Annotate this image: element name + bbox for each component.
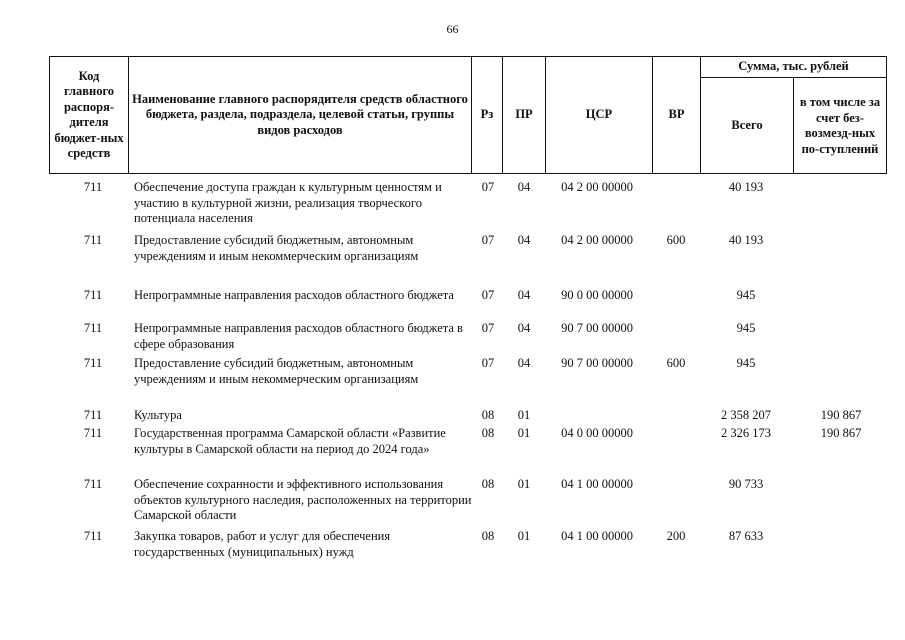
cell-name: Непрограммные направления расходов областного бюджета: [134, 288, 454, 302]
cell-rz: 07: [481, 180, 495, 194]
cell-rz: 08: [481, 408, 495, 422]
cell-csr: 04 0 00 00000: [561, 426, 633, 440]
cell-name: Предоставление субсидий бюджетным, автономным учреждениям и иным некоммерческим организациям: [134, 356, 419, 386]
cell-vr: 200: [666, 529, 686, 543]
cell-pr: 04: [517, 180, 531, 194]
header-divider: [128, 56, 129, 174]
cell-pr: 01: [517, 408, 531, 422]
cell-pr: 01: [517, 529, 531, 543]
cell-total: 40 193: [728, 180, 764, 194]
cell-code: 711: [83, 180, 103, 194]
cell-name: Непрограммные направления расходов областного бюджета в сфере образования: [134, 321, 463, 351]
cell-pr: 04: [517, 321, 531, 335]
cell-code: 711: [83, 426, 103, 440]
cell-rz: 08: [481, 529, 495, 543]
cell-incl: 190 867: [820, 408, 862, 422]
cell-csr: 04 2 00 00000: [561, 180, 633, 194]
cell-pr: 04: [517, 288, 531, 302]
cell-rz: 07: [481, 321, 495, 335]
cell-total: 87 633: [728, 529, 764, 543]
cell-name: Обеспечение сохранности и эффективного использования объектов культурного наследия, расположенных на территории Самарской области: [134, 477, 472, 522]
cell-csr: 90 7 00 00000: [561, 321, 633, 335]
cell-total: 2 326 173: [721, 426, 771, 440]
cell-rz: 08: [481, 477, 495, 491]
cell-pr: 01: [517, 477, 531, 491]
cell-name: Предоставление субсидий бюджетным, автономным учреждениям и иным некоммерческим организациям: [134, 233, 419, 263]
cell-rz: 07: [481, 233, 495, 247]
header-rz: Рз: [480, 107, 494, 122]
header-sum: Сумма, тыс. рублей: [738, 58, 849, 73]
cell-code: 711: [83, 356, 103, 370]
cell-rz: 07: [481, 288, 495, 302]
header-divider: [49, 56, 50, 174]
cell-total: 90 733: [728, 477, 764, 491]
cell-csr: 04 2 00 00000: [561, 233, 633, 247]
page-number: 66: [446, 22, 459, 36]
cell-total: 945: [736, 321, 756, 335]
cell-total: 2 358 207: [721, 408, 771, 422]
header-divider: [886, 56, 887, 174]
cell-code: 711: [83, 477, 103, 491]
cell-vr: 600: [666, 233, 686, 247]
header-total: Всего: [731, 118, 763, 133]
cell-total: 945: [736, 288, 756, 302]
header-incl: в том числе за счет без-возмезд-ных по-ступлений: [799, 95, 881, 156]
cell-code: 711: [83, 288, 103, 302]
header-csr: ЦСР: [585, 107, 613, 122]
cell-rz: 07: [481, 356, 495, 370]
cell-pr: 01: [517, 426, 531, 440]
cell-name: Государственная программа Самарской области «Развитие культуры в Самарской области на период до 2024 года»: [134, 426, 446, 456]
cell-total: 40 193: [728, 233, 764, 247]
cell-rz: 08: [481, 426, 495, 440]
cell-csr: 04 1 00 00000: [561, 477, 633, 491]
table-header: [49, 56, 887, 174]
cell-code: 711: [83, 408, 103, 422]
cell-pr: 04: [517, 233, 531, 247]
cell-code: 711: [83, 321, 103, 335]
cell-incl: 190 867: [820, 426, 862, 440]
cell-csr: 04 1 00 00000: [561, 529, 633, 543]
cell-vr: 600: [666, 356, 686, 370]
header-code: Код главного распоря-дителя бюджет-ных средств: [54, 68, 124, 160]
cell-name: Культура: [134, 408, 182, 422]
cell-pr: 04: [517, 356, 531, 370]
cell-total: 945: [736, 356, 756, 370]
header-name: Наименование главного распорядителя средств областного бюджета, раздела, подраздела, целевой статьи, группы видов расходов: [132, 91, 468, 137]
cell-code: 711: [83, 529, 103, 543]
cell-csr: 90 0 00 00000: [561, 288, 633, 302]
cell-name: Закупка товаров, работ и услуг для обеспечения государственных (муниципальных) нужд: [134, 529, 391, 559]
cell-code: 711: [83, 233, 103, 247]
cell-csr: 90 7 00 00000: [561, 356, 633, 370]
cell-name: Обеспечение доступа граждан к культурным ценностям и участию в культурной жизни, реализация творческого потенциала населения: [134, 180, 442, 225]
header-vr: ВР: [668, 107, 685, 122]
header-pr: ПР: [515, 107, 533, 122]
